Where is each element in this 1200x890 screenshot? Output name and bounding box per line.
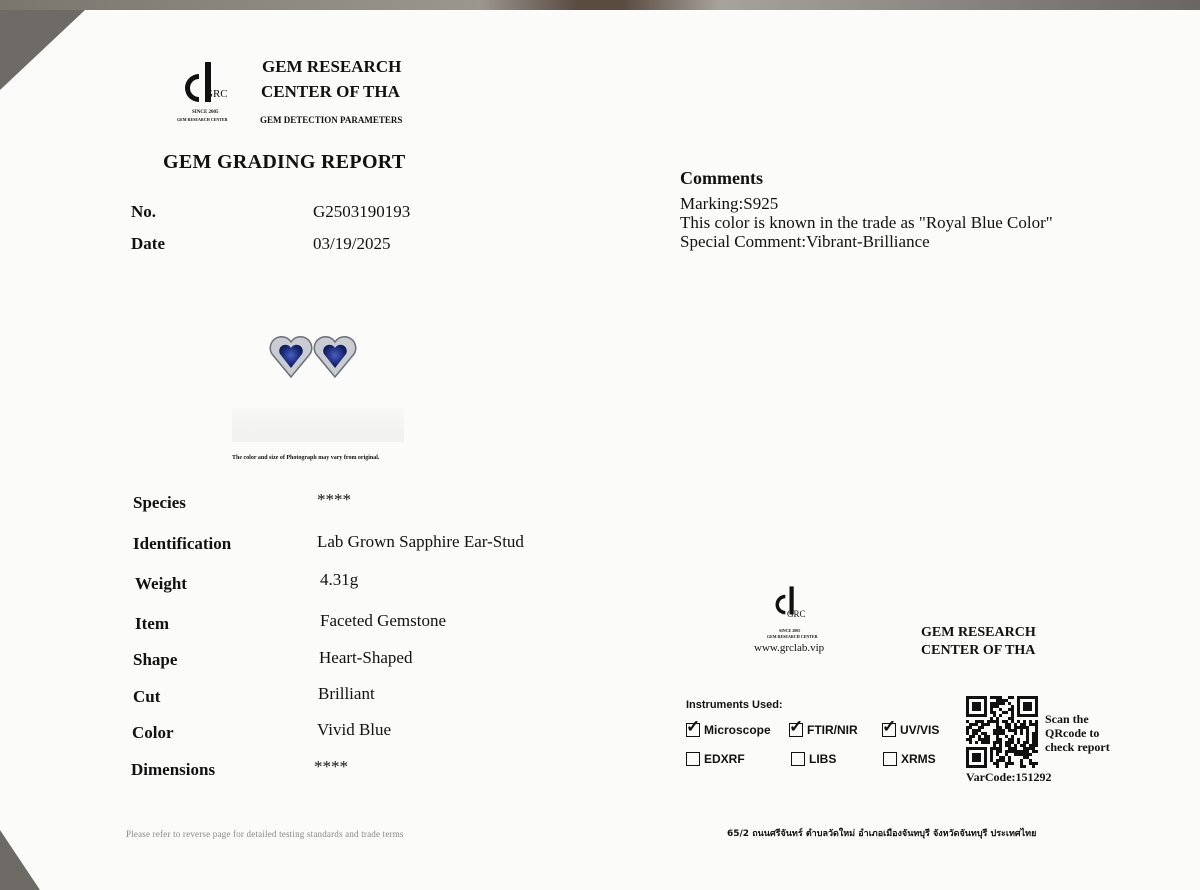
instrument-libs bbox=[791, 752, 836, 766]
species-label: Species bbox=[133, 493, 186, 512]
comment-trade-color: This color is known in the trade as "Royal Blue Color" bbox=[680, 213, 1053, 232]
logo-since-text: SINCE 2005 bbox=[192, 110, 219, 115]
photo-caption: The color and size of Photograph may vary from original. bbox=[232, 455, 380, 461]
shape-value: Heart-Shaped bbox=[319, 648, 413, 667]
color-value: Vivid Blue bbox=[317, 720, 392, 739]
grc-logo-small bbox=[755, 585, 835, 645]
varcode: VarCode:151292 bbox=[966, 770, 1052, 784]
check-icon: ✓ bbox=[789, 717, 804, 736]
qr-scan-line1: Scan the bbox=[1045, 712, 1089, 726]
photo-reflection bbox=[232, 408, 404, 442]
qr-scan-line2: QRcode to bbox=[1045, 726, 1100, 740]
xrms-checkbox bbox=[883, 752, 897, 766]
check-icon: ✓ bbox=[686, 717, 701, 736]
species-value: **** bbox=[317, 490, 351, 509]
microscope-checkbox bbox=[686, 717, 701, 737]
report-number-label: No. bbox=[131, 202, 157, 221]
gem-photo bbox=[268, 332, 363, 382]
instrument-edxrf bbox=[686, 752, 745, 766]
qr-code-icon bbox=[966, 696, 1038, 768]
item-value: Faceted Gemstone bbox=[320, 611, 447, 630]
heart-gem-icon bbox=[268, 332, 363, 382]
grc-logo bbox=[175, 60, 245, 130]
check-icon: ✓ bbox=[882, 717, 897, 736]
comment-special: Special Comment:Vibrant-Brilliance bbox=[680, 232, 930, 251]
logo-center-text: GEM RESEARCH CENTER bbox=[177, 117, 228, 122]
footer-address: 65/2 ถนนศรีจันทร์ ตำบลวัดใหม่ อำเภอเมืองจันทบุรี จังหวัดจันทบุรี ประเทศไทย bbox=[727, 829, 1037, 839]
lab-website[interactable]: www.grclab.vip bbox=[754, 642, 825, 654]
qr-code[interactable] bbox=[966, 696, 1038, 768]
instruments-title: Instruments Used: bbox=[686, 699, 783, 711]
weight-label: Weight bbox=[135, 574, 187, 593]
edxrf-label: EDXRF bbox=[704, 752, 745, 766]
libs-checkbox bbox=[791, 752, 805, 766]
weight-value: 4.31g bbox=[320, 570, 359, 589]
footer-note: Please refer to reverse page for detailed testing standards and trade terms bbox=[126, 829, 404, 839]
lab-org-line2: CENTER OF THA bbox=[921, 643, 1036, 658]
cut-value: Brilliant bbox=[318, 684, 375, 703]
instrument-microscope bbox=[686, 717, 771, 737]
dimensions-label: Dimensions bbox=[131, 760, 216, 779]
logo-small-since-text: SINCE 2005 bbox=[779, 628, 801, 633]
uvvis-checkbox bbox=[882, 717, 897, 737]
logo-small-grc-text: GRC bbox=[787, 609, 806, 619]
edxrf-checkbox bbox=[686, 752, 700, 766]
xrms-label: XRMS bbox=[901, 752, 936, 766]
comments-title: Comments bbox=[680, 168, 763, 188]
top-edge-background bbox=[0, 0, 1200, 10]
ftir-label: FTIR/NIR bbox=[807, 723, 858, 737]
identification-label: Identification bbox=[133, 534, 232, 553]
report-number-value: G2503190193 bbox=[313, 202, 411, 221]
report-title: GEM GRADING REPORT bbox=[163, 151, 406, 173]
comment-marking: Marking:S925 bbox=[680, 194, 779, 213]
detection-parameters-subtitle: GEM DETECTION PARAMETERS bbox=[260, 115, 403, 125]
org-name-line1: GEM RESEARCH bbox=[262, 57, 402, 76]
instrument-ftir bbox=[789, 717, 858, 737]
qr-scan-instructions bbox=[1045, 712, 1110, 754]
libs-label: LIBS bbox=[809, 752, 837, 766]
dimensions-value: **** bbox=[314, 757, 348, 776]
microscope-label: Microscope bbox=[704, 723, 771, 737]
org-name-line2: CENTER OF THA bbox=[261, 82, 400, 101]
grc-logo-small-icon bbox=[763, 585, 823, 627]
report-date-value: 03/19/2025 bbox=[313, 234, 391, 253]
color-label: Color bbox=[132, 723, 174, 742]
instrument-uvvis bbox=[882, 717, 940, 737]
shape-label: Shape bbox=[133, 650, 178, 669]
item-label: Item bbox=[135, 614, 169, 633]
cut-label: Cut bbox=[133, 687, 161, 706]
lab-org-line1: GEM RESEARCH bbox=[921, 625, 1036, 640]
uvvis-label: UV/VIS bbox=[900, 723, 940, 737]
qr-scan-line3: check report bbox=[1045, 740, 1110, 754]
logo-small-center-text: GEM RESEARCH CENTER bbox=[767, 634, 818, 639]
report-date-label: Date bbox=[131, 234, 165, 253]
identification-value: Lab Grown Sapphire Ear-Stud bbox=[317, 532, 524, 551]
instrument-xrms bbox=[883, 752, 936, 766]
ftir-checkbox bbox=[789, 717, 804, 737]
logo-grc-text: GRC bbox=[205, 88, 228, 100]
